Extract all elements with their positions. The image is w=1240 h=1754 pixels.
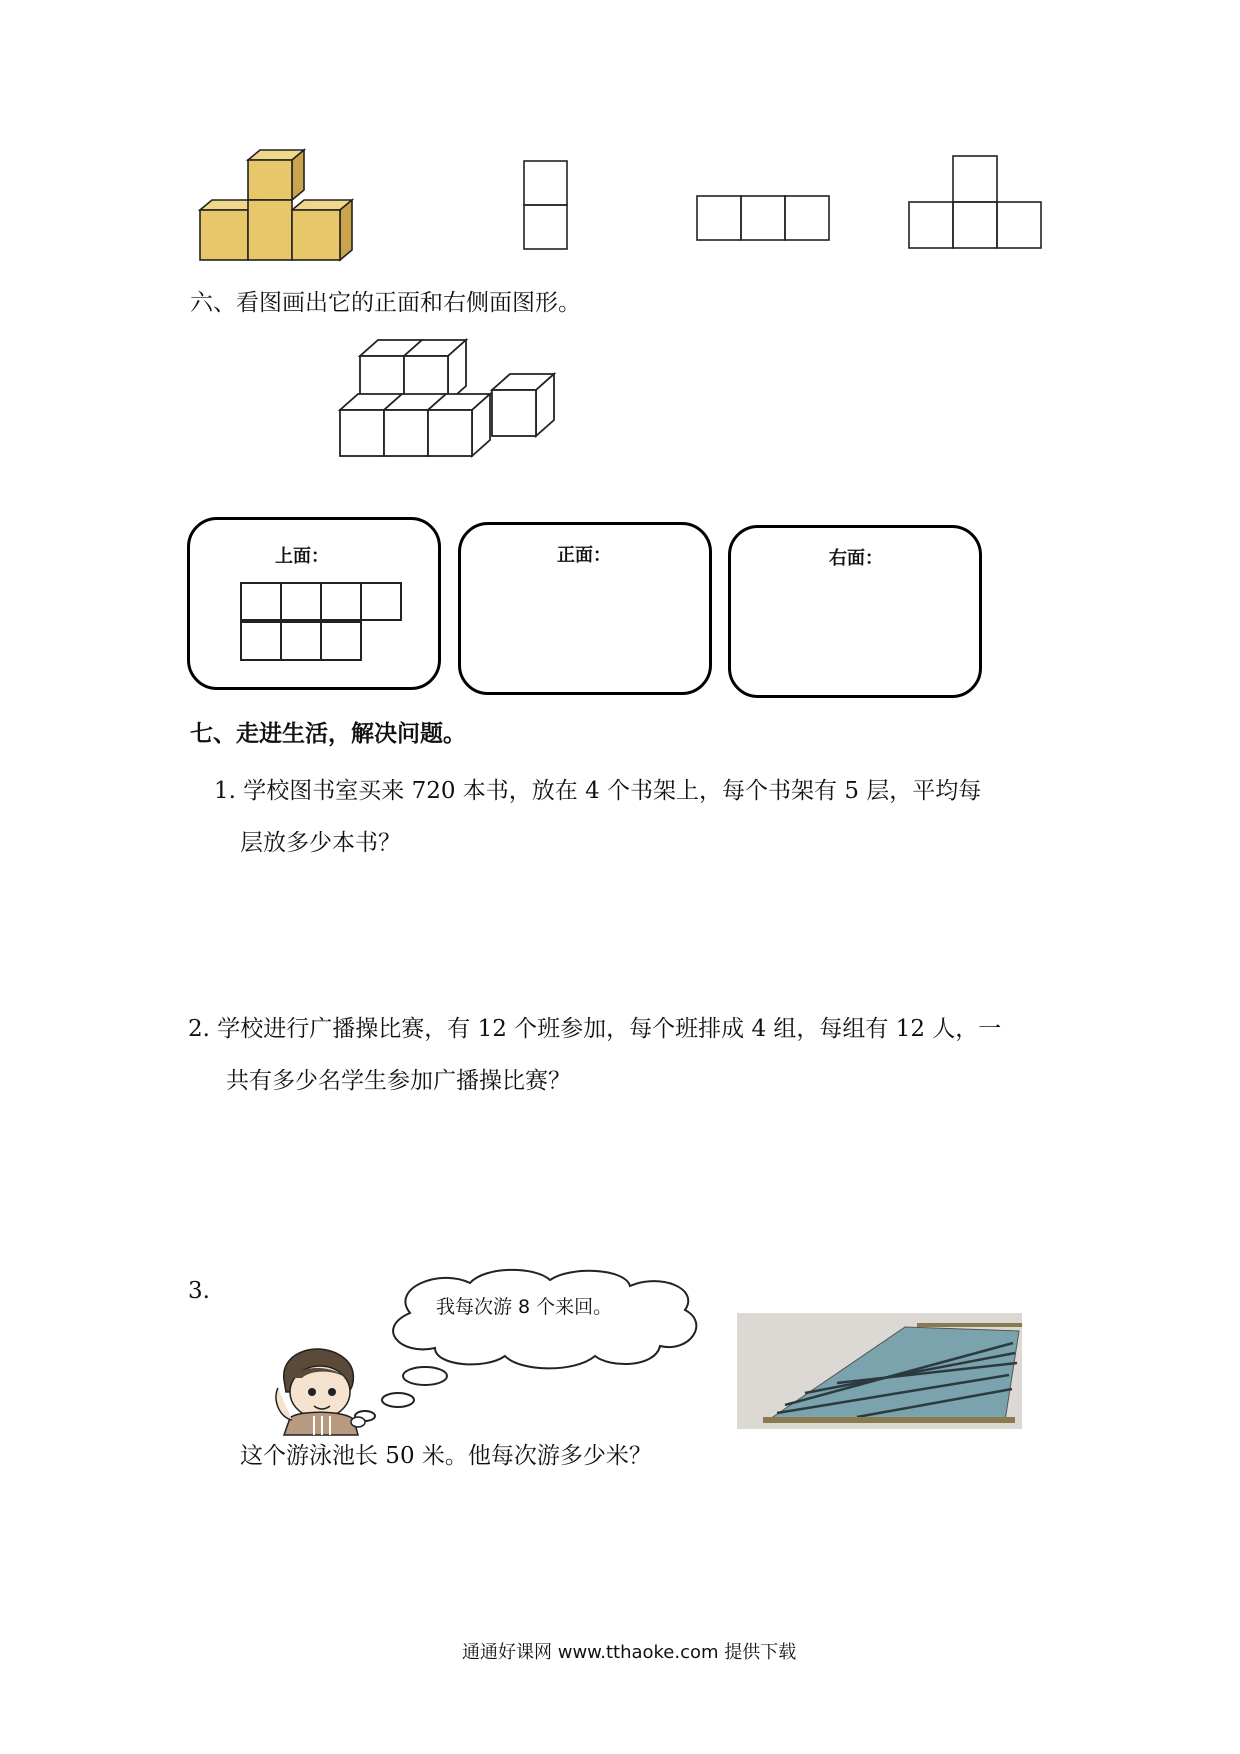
thought-bubble-text: 我每次游 8 个来回。 [436, 1296, 613, 1318]
footer-text: 通通好课网 www.tthaoke.com 提供下载 [462, 1642, 797, 1663]
question-3-text: 这个游泳池长 50 米。他每次游多少米？ [240, 1443, 652, 1469]
top-view-grid [240, 582, 410, 667]
view-three-squares-row [696, 195, 836, 245]
white-cube-figure [338, 338, 568, 488]
top-view-box [187, 517, 441, 690]
front-view-label: 正面： [557, 545, 611, 566]
view-vertical-two-squares [523, 160, 573, 255]
view-t-shape-squares [908, 155, 1048, 255]
swimming-pool-image [737, 1313, 1022, 1429]
question-1-line-1: 1. 学校图书室买来 720 本书，放在 4 个书架上，每个书架有 5 层，平均每 [214, 778, 982, 804]
question-1-line-2: 层放多少本书？ [240, 830, 401, 856]
right-view-box[interactable] [728, 525, 982, 698]
yellow-cube-figure [198, 150, 368, 270]
front-view-box[interactable] [458, 522, 712, 695]
question-3-number: 3. [188, 1278, 210, 1304]
top-view-label: 上面： [275, 546, 329, 567]
cartoon-boy-image [262, 1340, 372, 1435]
section-6-title: 六、看图画出它的正面和右侧面图形。 [190, 290, 581, 316]
right-view-label: 右面： [829, 548, 883, 569]
section-7-title: 七、走进生活，解决问题。 [190, 720, 466, 747]
question-2-line-1: 2. 学校进行广播操比赛，有 12 个班参加，每个班排成 4 组，每组有 12 人，一 [188, 1016, 1002, 1042]
question-2-line-2: 共有多少名学生参加广播操比赛？ [226, 1068, 571, 1094]
